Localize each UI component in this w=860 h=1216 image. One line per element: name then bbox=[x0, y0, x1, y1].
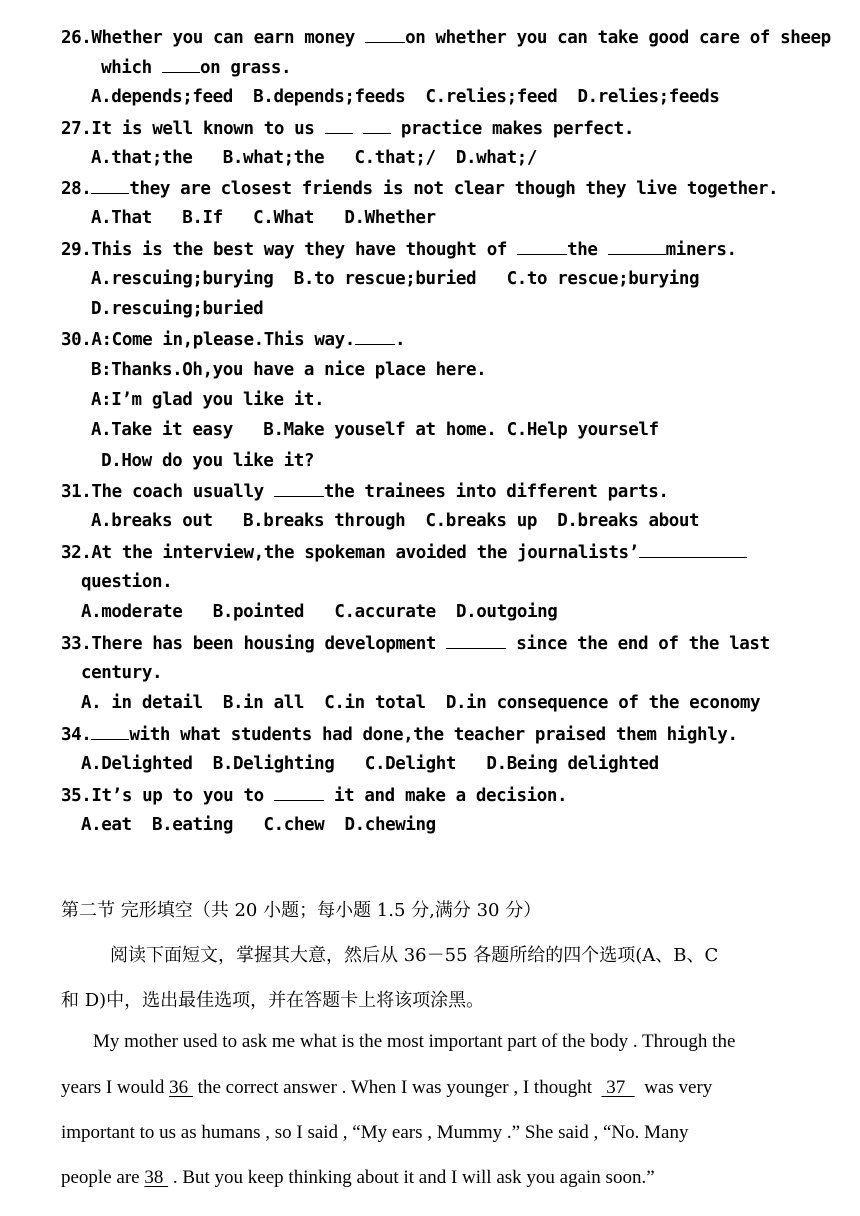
question-stem: 34. with what students had done,the teacher praised them highly. bbox=[61, 725, 738, 745]
question-stem: 28. they are closest friends is not clear though they live together. bbox=[61, 179, 779, 199]
blank-number-37: 37 bbox=[601, 1077, 635, 1098]
answer-options: A.Delighted B.Delighting C.Delight D.Being delighted bbox=[81, 754, 659, 774]
question-stem: 26.Whether you can earn money on whether you can take good care of sheep bbox=[61, 28, 831, 48]
answer-blank bbox=[274, 785, 324, 801]
answer-options: A.depends;feed B.depends;feeds C.relies;feed D.relies;feeds bbox=[91, 87, 720, 107]
section-instruction-continued: 和 D)中，选出最佳选项，并在答题卡上将该项涂黑。 bbox=[61, 990, 485, 1011]
answer-blank bbox=[162, 57, 200, 73]
answer-blank bbox=[91, 178, 129, 194]
answer-options: A.moderate B.pointed C.accurate D.outgoing bbox=[81, 602, 558, 622]
answer-blank bbox=[446, 633, 506, 649]
passage-line: years I would 36 the correct answer . When I was younger , I thought 37 was very bbox=[61, 1077, 713, 1098]
answer-blank bbox=[517, 239, 567, 255]
question-stem: 27.It is well known to us practice makes perfect. bbox=[61, 119, 634, 139]
blank-number-36: 36 bbox=[169, 1077, 193, 1098]
question-stem-continued: century. bbox=[81, 663, 163, 683]
blank-number-38: 38 bbox=[144, 1167, 169, 1188]
answer-options: A.That B.If C.What D.Whether bbox=[91, 208, 436, 228]
dialogue-line: A:I’m glad you like it. bbox=[91, 390, 325, 410]
answer-blank bbox=[274, 481, 324, 497]
answer-options: A.eat B.eating C.chew D.chewing bbox=[81, 815, 436, 835]
question-stem-continued: which on grass. bbox=[91, 58, 292, 78]
answer-blank bbox=[608, 239, 666, 255]
answer-blank bbox=[355, 329, 395, 345]
question-stem: 35.It’s up to you to it and make a decision. bbox=[61, 786, 568, 806]
answer-blank bbox=[325, 118, 353, 134]
question-stem: 31.The coach usually the trainees into different parts. bbox=[61, 482, 669, 502]
section-heading: 第二节 完形填空（共 20 小题；每小题 1.5 分,满分 30 分） bbox=[61, 900, 542, 921]
passage-line: My mother used to ask me what is the most important part of the body . Through the bbox=[93, 1031, 736, 1052]
question-stem-continued: question. bbox=[81, 572, 173, 592]
question-stem: 29.This is the best way they have thought of the miners. bbox=[61, 240, 737, 260]
answer-options: A.that;the B.what;the C.that;/ D.what;/ bbox=[91, 148, 537, 168]
answer-options: A.Take it easy B.Make youself at home. C.Help yourself bbox=[91, 420, 659, 440]
answer-options: A.rescuing;burying B.to rescue;buried C.to rescue;burying bbox=[91, 269, 700, 289]
question-stem: 32.At the interview,the spokeman avoided the journalists’ bbox=[61, 542, 747, 563]
answer-blank bbox=[363, 118, 391, 134]
passage-line: people are 38 . But you keep thinking about it and I will ask you again soon.” bbox=[61, 1167, 655, 1188]
answer-options: A.breaks out B.breaks through C.breaks up D.breaks about bbox=[91, 511, 700, 531]
question-stem: 30.A:Come in,please.This way. . bbox=[61, 330, 406, 350]
question-stem: 33.There has been housing development since the end of the last bbox=[61, 634, 770, 654]
passage-line: important to us as humans , so I said , “My ears , Mummy .” She said , “No. Many bbox=[61, 1122, 689, 1143]
answer-options: D.rescuing;buried bbox=[91, 299, 264, 319]
answer-blank bbox=[365, 27, 405, 43]
answer-options: A. in detail B.in all C.in total D.in consequence of the economy bbox=[81, 693, 761, 713]
answer-blank bbox=[91, 724, 129, 740]
dialogue-line: B:Thanks.Oh,you have a nice place here. bbox=[91, 360, 487, 380]
answer-options: D.How do you like it? bbox=[91, 451, 314, 471]
answer-blank bbox=[639, 542, 747, 558]
section-instruction: 阅读下面短文，掌握其大意，然后从 36－55 各题所给的四个选项(A、B、C bbox=[110, 945, 719, 966]
